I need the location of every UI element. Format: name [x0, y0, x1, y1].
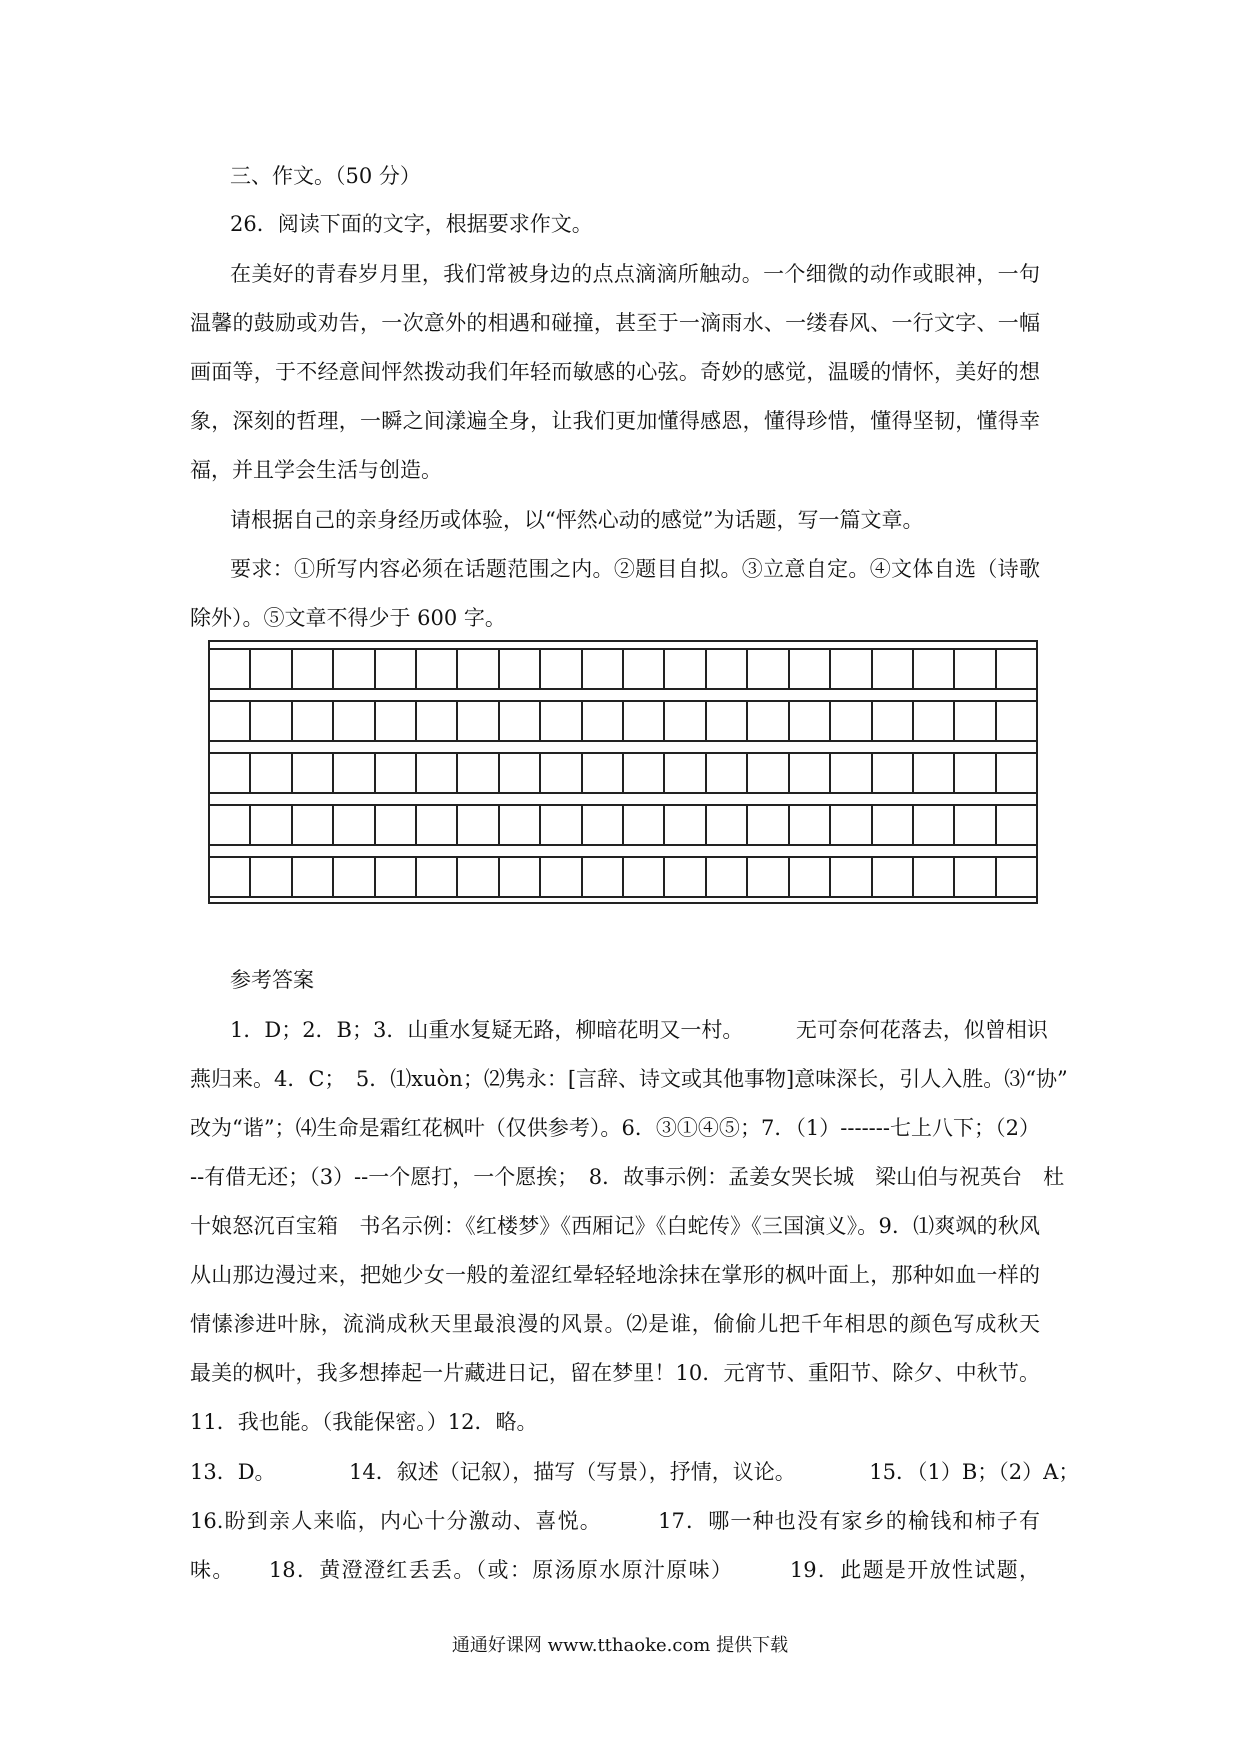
- page-footer: 通通好课网 www.tthaoke.com 提供下载: [451, 1635, 789, 1656]
- answer-line: 最美的枫叶，我多想捧起一片藏进日记，留在梦里！10．元宵节、重阳节、除夕、中秋节。: [190, 1361, 1040, 1385]
- grid-cell: [210, 702, 251, 740]
- grid-cell: [955, 754, 996, 792]
- grid-cell: [583, 806, 624, 844]
- grid-cell: [748, 702, 789, 740]
- grid-cell: [583, 858, 624, 896]
- grid-cell: [624, 806, 665, 844]
- grid-cell: [500, 806, 541, 844]
- grid-cell: [748, 754, 789, 792]
- grid-cell: [210, 858, 251, 896]
- grid-cell: [997, 754, 1036, 792]
- requirements-line: 要求：①所写内容必须在话题范围之内。②题目自拟。③立意自定。④文体自选（诗歌: [230, 557, 1040, 581]
- grid-cell: [500, 754, 541, 792]
- grid-cell: [997, 650, 1036, 688]
- grid-cell: [251, 858, 292, 896]
- grid-row: [210, 752, 1036, 794]
- grid-cell: [831, 702, 872, 740]
- grid-cell: [748, 650, 789, 688]
- grid-cell: [210, 754, 251, 792]
- answer-line: 从山那边漫过来，把她少女一般的羞涩红晕轻轻地涂抹在掌形的枫叶面上，那种如血一样的: [190, 1263, 1040, 1287]
- answer-line: 燕归来。4．C； 5．⑴xuòn；⑵隽永：[言辞、诗文或其他事物]意味深长，引人入胜。⑶“协”: [190, 1067, 1068, 1091]
- grid-row: [210, 856, 1036, 898]
- grid-cell: [707, 650, 748, 688]
- grid-cell: [955, 702, 996, 740]
- grid-cell: [541, 650, 582, 688]
- grid-cell: [417, 858, 458, 896]
- grid-cell: [334, 806, 375, 844]
- grid-cell: [790, 806, 831, 844]
- grid-cell: [210, 650, 251, 688]
- grid-cell: [665, 650, 706, 688]
- grid-cell: [583, 650, 624, 688]
- grid-cell: [790, 702, 831, 740]
- grid-row: [210, 700, 1036, 742]
- grid-cell: [914, 702, 955, 740]
- grid-cell: [458, 858, 499, 896]
- grid-cell: [707, 858, 748, 896]
- grid-cell: [997, 806, 1036, 844]
- grid-cell: [293, 806, 334, 844]
- question-26: 26．阅读下面的文字，根据要求作文。: [230, 212, 593, 236]
- answer-line: 16.盼到亲人来临，内心十分激动、喜悦。 17．哪一种也没有家乡的榆钱和柿子有: [190, 1509, 1040, 1533]
- grid-cell: [293, 858, 334, 896]
- grid-cell: [293, 702, 334, 740]
- grid-cell: [293, 754, 334, 792]
- grid-cell: [624, 702, 665, 740]
- answer-line: 十娘怒沉百宝箱 书名示例：《红楼梦》《西厢记》《白蛇传》《三国演义》。9．⑴爽飒的秋风: [190, 1214, 1040, 1238]
- grid-cell: [914, 858, 955, 896]
- grid-cell: [376, 858, 417, 896]
- passage-line: 象，深刻的哲理，一瞬之间漾遍全身，让我们更加懂得感恩，懂得珍惜，懂得坚韧，懂得幸: [190, 409, 1040, 433]
- grid-cell: [873, 806, 914, 844]
- grid-cell: [251, 806, 292, 844]
- grid-cell: [541, 858, 582, 896]
- grid-cell: [624, 754, 665, 792]
- answer-line: 1．D；2．B；3．山重水复疑无路，柳暗花明又一村。 无可奈何花落去，似曾相识: [230, 1018, 1048, 1042]
- grid-cell: [831, 650, 872, 688]
- grid-cell: [831, 806, 872, 844]
- grid-cell: [873, 754, 914, 792]
- grid-cell: [541, 702, 582, 740]
- grid-cell: [790, 858, 831, 896]
- writing-prompt: 请根据自己的亲身经历或体验，以“怦然心动的感觉”为话题，写一篇文章。: [230, 508, 924, 532]
- grid-cell: [583, 754, 624, 792]
- grid-cell: [955, 650, 996, 688]
- grid-cell: [376, 754, 417, 792]
- grid-cell: [541, 754, 582, 792]
- answer-line: 味。 18．黄澄澄红丢丢。（或：原汤原水原汁原味） 19．此题是开放性试题，: [190, 1558, 1040, 1582]
- grid-row: [210, 648, 1036, 690]
- grid-cell: [873, 858, 914, 896]
- grid-cell: [665, 702, 706, 740]
- grid-cell: [707, 702, 748, 740]
- grid-cell: [334, 650, 375, 688]
- answer-line: 情愫渗进叶脉，流淌成秋天里最浪漫的风景。⑵是谁，偷偷儿把千年相思的颜色写成秋天: [190, 1312, 1040, 1336]
- grid-cell: [748, 858, 789, 896]
- grid-cell: [417, 754, 458, 792]
- grid-cell: [334, 858, 375, 896]
- grid-cell: [831, 754, 872, 792]
- grid-cell: [914, 754, 955, 792]
- grid-cell: [251, 702, 292, 740]
- grid-cell: [955, 806, 996, 844]
- grid-cell: [707, 754, 748, 792]
- grid-cell: [417, 650, 458, 688]
- grid-cell: [624, 858, 665, 896]
- grid-cell: [500, 858, 541, 896]
- grid-cell: [541, 806, 582, 844]
- grid-cell: [707, 806, 748, 844]
- grid-cell: [997, 702, 1036, 740]
- grid-row: [210, 804, 1036, 846]
- grid-cell: [376, 806, 417, 844]
- grid-cell: [665, 858, 706, 896]
- answers-title: 参考答案: [230, 968, 314, 992]
- grid-cell: [417, 702, 458, 740]
- grid-cell: [873, 650, 914, 688]
- answer-line: --有借无还；（3）--一个愿打，一个愿挨； 8．故事示例：孟姜女哭长城 梁山伯与祝英台 杜: [190, 1165, 1065, 1189]
- requirements-line: 除外）。⑤文章不得少于 600 字。: [190, 606, 506, 630]
- grid-cell: [376, 702, 417, 740]
- grid-cell: [376, 650, 417, 688]
- grid-cell: [458, 754, 499, 792]
- grid-cell: [914, 806, 955, 844]
- grid-cell: [583, 702, 624, 740]
- grid-cell: [624, 650, 665, 688]
- grid-cell: [748, 806, 789, 844]
- grid-cell: [334, 702, 375, 740]
- grid-cell: [790, 754, 831, 792]
- grid-cell: [831, 858, 872, 896]
- grid-cell: [210, 806, 251, 844]
- grid-cell: [417, 806, 458, 844]
- section-heading: 三、作文。（50 分）: [230, 164, 421, 188]
- passage-line: 画面等，于不经意间怦然拨动我们年轻而敏感的心弦。奇妙的感觉，温暖的情怀，美好的想: [190, 360, 1040, 384]
- writing-grid: [208, 640, 1038, 904]
- grid-cell: [665, 754, 706, 792]
- answer-line: 改为“谐”；⑷生命是霜红花枫叶（仅供参考）。6．③①④⑤；7．（1）-------七上八下；（2）: [190, 1116, 1040, 1140]
- grid-cell: [873, 702, 914, 740]
- grid-cell: [500, 702, 541, 740]
- grid-cell: [458, 702, 499, 740]
- grid-cell: [458, 650, 499, 688]
- grid-cell: [955, 858, 996, 896]
- answer-line: 13．D。 14．叙述（记叙），描写（写景），抒情，议论。 15．（1）B；（2）A；: [190, 1460, 1080, 1484]
- grid-cell: [997, 858, 1036, 896]
- grid-cell: [665, 806, 706, 844]
- grid-cell: [500, 650, 541, 688]
- grid-cell: [251, 650, 292, 688]
- passage-line: 温馨的鼓励或劝告，一次意外的相遇和碰撞，甚至于一滴雨水、一缕春风、一行文字、一幅: [190, 311, 1040, 335]
- grid-cell: [790, 650, 831, 688]
- grid-cell: [334, 754, 375, 792]
- grid-cell: [458, 806, 499, 844]
- grid-cell: [914, 650, 955, 688]
- passage-line: 在美好的青春岁月里，我们常被身边的点点滴滴所触动。一个细微的动作或眼神，一句: [230, 262, 1040, 286]
- grid-cell: [251, 754, 292, 792]
- passage-line: 福，并且学会生活与创造。: [190, 458, 442, 482]
- grid-cell: [293, 650, 334, 688]
- answer-line: 11．我也能。（我能保密。）12．略。: [190, 1410, 538, 1434]
